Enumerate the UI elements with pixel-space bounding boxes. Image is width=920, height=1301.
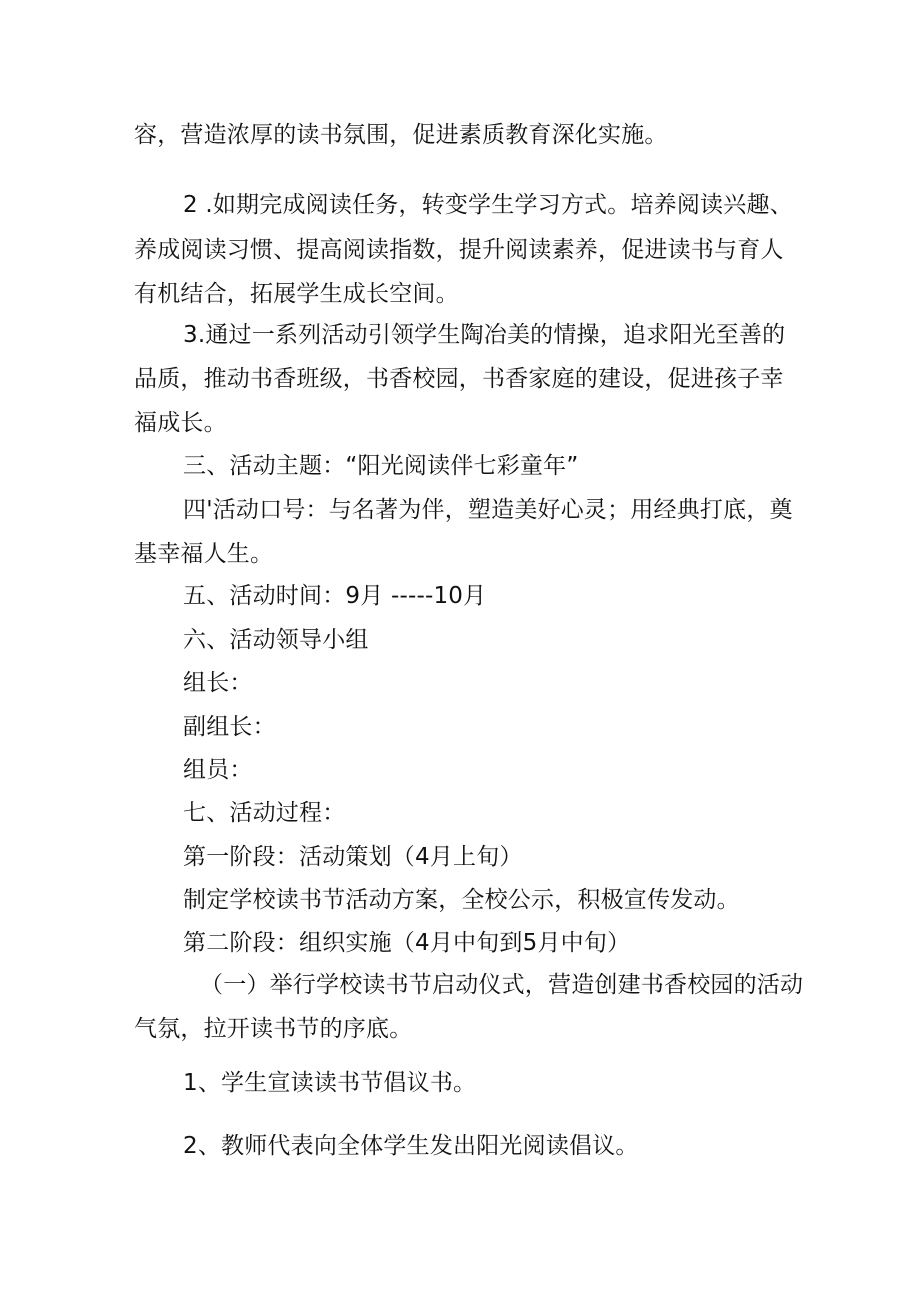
- section-heading: 五、活动时间：9月 -----10月: [183, 583, 487, 609]
- paragraph-line: 基幸福人生。: [134, 541, 274, 567]
- paragraph-line: 福成长。: [134, 410, 227, 436]
- paragraph-line: 制定学校读书节活动方案，全校公示，积极宣传发动。: [183, 887, 740, 913]
- list-item: 2、教师代表向全体学生发出阳光阅读倡议。: [183, 1133, 639, 1159]
- paragraph-line: 气氛，拉开读书节的序底。: [134, 1016, 413, 1042]
- section-heading: 三、活动主题：“阳光阅读伴七彩童年”: [183, 453, 579, 479]
- paragraph-line: 容，营造浓厚的读书氛围，促进素质教育深化实施。: [134, 122, 668, 148]
- section-heading: 六、活动领导小组: [183, 627, 369, 653]
- paragraph-line: 养成阅读习惯、提高阅读指数，提升阅读素养，促进读书与育人: [134, 237, 784, 263]
- stage-heading: 第二阶段：组织实施（4月中旬到5月中旬）: [183, 930, 631, 956]
- list-item: 组员：: [183, 757, 253, 783]
- stage-heading: 第一阶段：活动策划（4月上旬）: [183, 844, 523, 870]
- paragraph-line: 3.通过一系列活动引领学生陶冶美的情操，追求阳光至善的: [183, 322, 786, 348]
- paragraph-line: （一）举行学校读书节启动仪式，营造创建书香校园的活动: [200, 972, 804, 998]
- paragraph-line: 有机结合，拓展学生成长空间。: [134, 281, 459, 307]
- paragraph-line: 品质，推动书香班级，书香校园，书香家庭的建设，促进孩子幸: [134, 366, 784, 392]
- list-item: 副组长：: [183, 714, 276, 740]
- list-item: 1、学生宣读读书节倡议书。: [183, 1070, 477, 1096]
- paragraph-line: 四'活动口号：与名著为伴，塑造美好心灵；用经典打底，奠: [183, 497, 793, 523]
- section-heading: 七、活动过程：: [183, 800, 346, 826]
- paragraph-line: 2 .如期完成阅读任务，转变学生学习方式。培养阅读兴趣、: [183, 192, 793, 218]
- list-item: 组长：: [183, 670, 253, 696]
